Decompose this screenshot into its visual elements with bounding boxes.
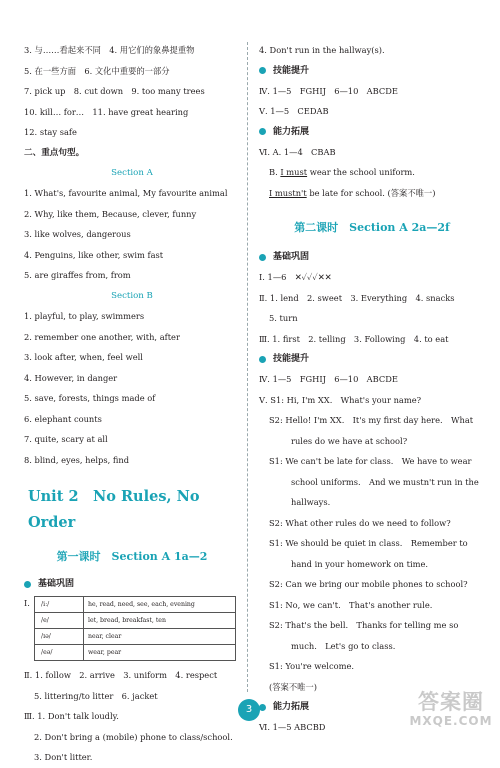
section-b-line: 2. remember one another, with, after [24, 331, 180, 342]
section-b-line: 6. elephant counts [24, 413, 102, 424]
dialogue-line: S1: We should be quiet in class. Remember to [269, 538, 468, 548]
vocab-line: 12. stay safe [24, 127, 77, 137]
section-a-line: 4. Penguins, like other, swim fast [24, 249, 164, 260]
phonetics-row [35, 613, 236, 629]
dialogue-line: school uniforms. And we mustn't run in the [291, 476, 479, 487]
exercise-v-line: Ⅴ. 1—5 CEDAB [259, 106, 329, 116]
phonetic-words: wear, pear [84, 645, 236, 661]
left-column [24, 40, 240, 768]
l2-exercise-ii-line1: Ⅱ. 1. lend 2. sweet 3. Everything 4. snacks [259, 292, 455, 303]
lesson1-title: 第一课时 Section A 1a—2 [56, 550, 208, 563]
exercise-iii-line2: 2. Don't bring a (mobile) phone to class/school. [34, 731, 233, 742]
basic-label: 基础巩固 [38, 579, 75, 589]
watermark-logo [408, 690, 494, 730]
vocab-line: 7. pick up 8. cut down 9. too many trees [24, 86, 205, 96]
dialogue-line: much. Let's go to class. [291, 640, 396, 651]
section-a-line: 2. Why, like them, Because, clever, funny [24, 208, 197, 219]
phonetics-table [34, 596, 236, 661]
exercise-vi-b-line [259, 162, 485, 183]
phonetics-row [35, 597, 236, 613]
vocab-line: 10. kill… for… 11. have great hearing [24, 106, 189, 117]
vocab-line: 3. 与……看起来不同 4. 用它们的象鼻提重物 [24, 45, 195, 55]
column-divider [247, 42, 248, 692]
exercise-vi-c-line [259, 183, 485, 204]
basic-section-header-2 [259, 247, 485, 267]
exercise-iv-line: Ⅳ. 1—5 FGHIJ 6—10 ABCDE [259, 85, 398, 96]
l2-exercise-iii-line: Ⅲ. 1. first 2. telling 3. Following 4. to eat [259, 333, 449, 344]
section-b-line: 7. quite, scary at all [24, 434, 108, 444]
carryover-line: 4. Don't run in the hallway(s). [259, 45, 385, 55]
vi-b-underlined: I must [280, 167, 308, 177]
l2-exercise-ii-line2: 5. turn [269, 313, 298, 323]
section-a-answers [24, 183, 240, 286]
skill-section-header [259, 61, 485, 81]
bullet-dot-icon [24, 581, 31, 588]
section-b-answers [24, 306, 240, 470]
dialogue-line: S2: Can we bring our mobile phones to school? [269, 579, 468, 589]
phonetic-words: near, clear [84, 629, 236, 645]
phonetic-words: let, bread, breakfast, ten [84, 613, 236, 629]
dialogue-line: S1: We can't be late for class. We have to wear [269, 456, 472, 466]
unit-title: Unit 2 No Rules, No Order [28, 488, 200, 531]
ability-section-header [259, 122, 485, 142]
section-b-line: 5. save, forests, things made of [24, 393, 156, 403]
watermark-line2: MXQE.COM [409, 714, 493, 728]
exercise-number: Ⅰ. [24, 598, 30, 608]
dialogue-answer [259, 390, 485, 698]
vocab-line: 5. 在一些方面 6. 文化中重要的一部分 [24, 65, 170, 76]
lesson2-title: 第二课时 Section A 2a—2f [294, 221, 450, 234]
vi-c-rest: be late for school. (答案不唯一) [306, 187, 436, 198]
dialogue-line: Ⅴ. S1: Hi, I'm XX. What's your name? [259, 394, 422, 405]
vocab-answers [24, 40, 240, 143]
bullet-dot-icon [259, 67, 266, 74]
section-a-line: 5. are giraffes from, from [24, 270, 131, 280]
l2-exercise-vi-line: Ⅵ. 1—5 ABCBD [259, 722, 326, 732]
exercise-ii-line1: Ⅱ. 1. follow 2. arrive 3. uniform 4. respect [24, 670, 218, 680]
dialogue-line: S2: Hello! I'm XX. It's my first day here. What [269, 415, 474, 425]
vi-c-underlined: I mustn't [269, 187, 307, 198]
section-a-label: Section A [111, 167, 153, 178]
phonetic-words: he, read, need, see, each, evening [84, 597, 236, 613]
skill-section-header-2 [259, 349, 485, 369]
dialogue-line: S2: That's the bell. Thanks for telling me so [269, 620, 459, 630]
skill-label: 技能提升 [273, 65, 310, 76]
ability-label-2: 能力拓展 [273, 702, 310, 712]
section-b-label: Section B [111, 290, 153, 301]
basic-label-2: 基础巩固 [273, 252, 310, 262]
bullet-dot-icon [259, 254, 266, 261]
phonetic-symbol: /iː/ [35, 597, 84, 613]
section-b-line: 1. playful, to play, swimmers [24, 311, 145, 321]
dialogue-line: rules do we have at school? [291, 435, 408, 446]
section-a-line: 3. like wolves, dangerous [24, 229, 131, 239]
dialogue-line: hallways. [291, 497, 331, 507]
dialogue-line: S1: No, we can't. That's another rule. [269, 599, 433, 610]
l2-exercise-i-line: Ⅰ. 1—6 ✕✓✓✓✕✕ [259, 272, 332, 282]
dialogue-line: hand in your homework on time. [291, 558, 429, 569]
phonetic-symbol: /ɪə/ [35, 629, 84, 645]
exercise-iii-line3: 3. Don't litter. [34, 752, 93, 762]
watermark-line1: 答案圈 [418, 690, 484, 714]
section-b-line: 4. However, in danger [24, 372, 118, 383]
key-sentences-heading: 二、重点句型。 [24, 147, 85, 158]
section-b-line: 8. blind, eyes, helps, find [24, 454, 130, 465]
vi-b-rest: wear the school uniform. [307, 167, 415, 177]
exercise-ii-line2: 5. littering/to litter 6. jacket [34, 690, 158, 701]
exercise-iii-line1: Ⅲ. 1. Don't talk loudly. [24, 711, 119, 721]
skill-label-2: 技能提升 [273, 354, 310, 364]
bullet-dot-icon [259, 356, 266, 363]
page-number: 3 [238, 699, 260, 721]
phonetics-row [35, 629, 236, 645]
dialogue-line: S2: What other rules do we need to follow? [269, 517, 451, 528]
dialogue-line: (答案不唯一) [269, 681, 317, 692]
phonetic-symbol: /e/ [35, 613, 84, 629]
dialogue-line: S1: You're welcome. [269, 661, 355, 671]
basic-section-header [24, 574, 240, 594]
ability-label: 能力拓展 [273, 126, 310, 137]
l2-exercise-iv-line: Ⅳ. 1—5 FGHIJ 6—10 ABCDE [259, 374, 398, 384]
section-b-line: 3. look after, when, feel well [24, 352, 143, 362]
phonetics-exercise [24, 596, 240, 661]
bullet-dot-icon [259, 704, 266, 711]
section-a-line: 1. What's, favourite animal, My favourite animal [24, 188, 228, 198]
exercise-vi-a-line: Ⅵ. A. 1—4 CBAB [259, 146, 336, 157]
right-column [259, 40, 485, 738]
vi-b-prefix: B. [269, 167, 281, 177]
phonetic-symbol: /eə/ [35, 645, 84, 661]
bullet-dot-icon [259, 128, 266, 135]
phonetics-row [35, 645, 236, 661]
